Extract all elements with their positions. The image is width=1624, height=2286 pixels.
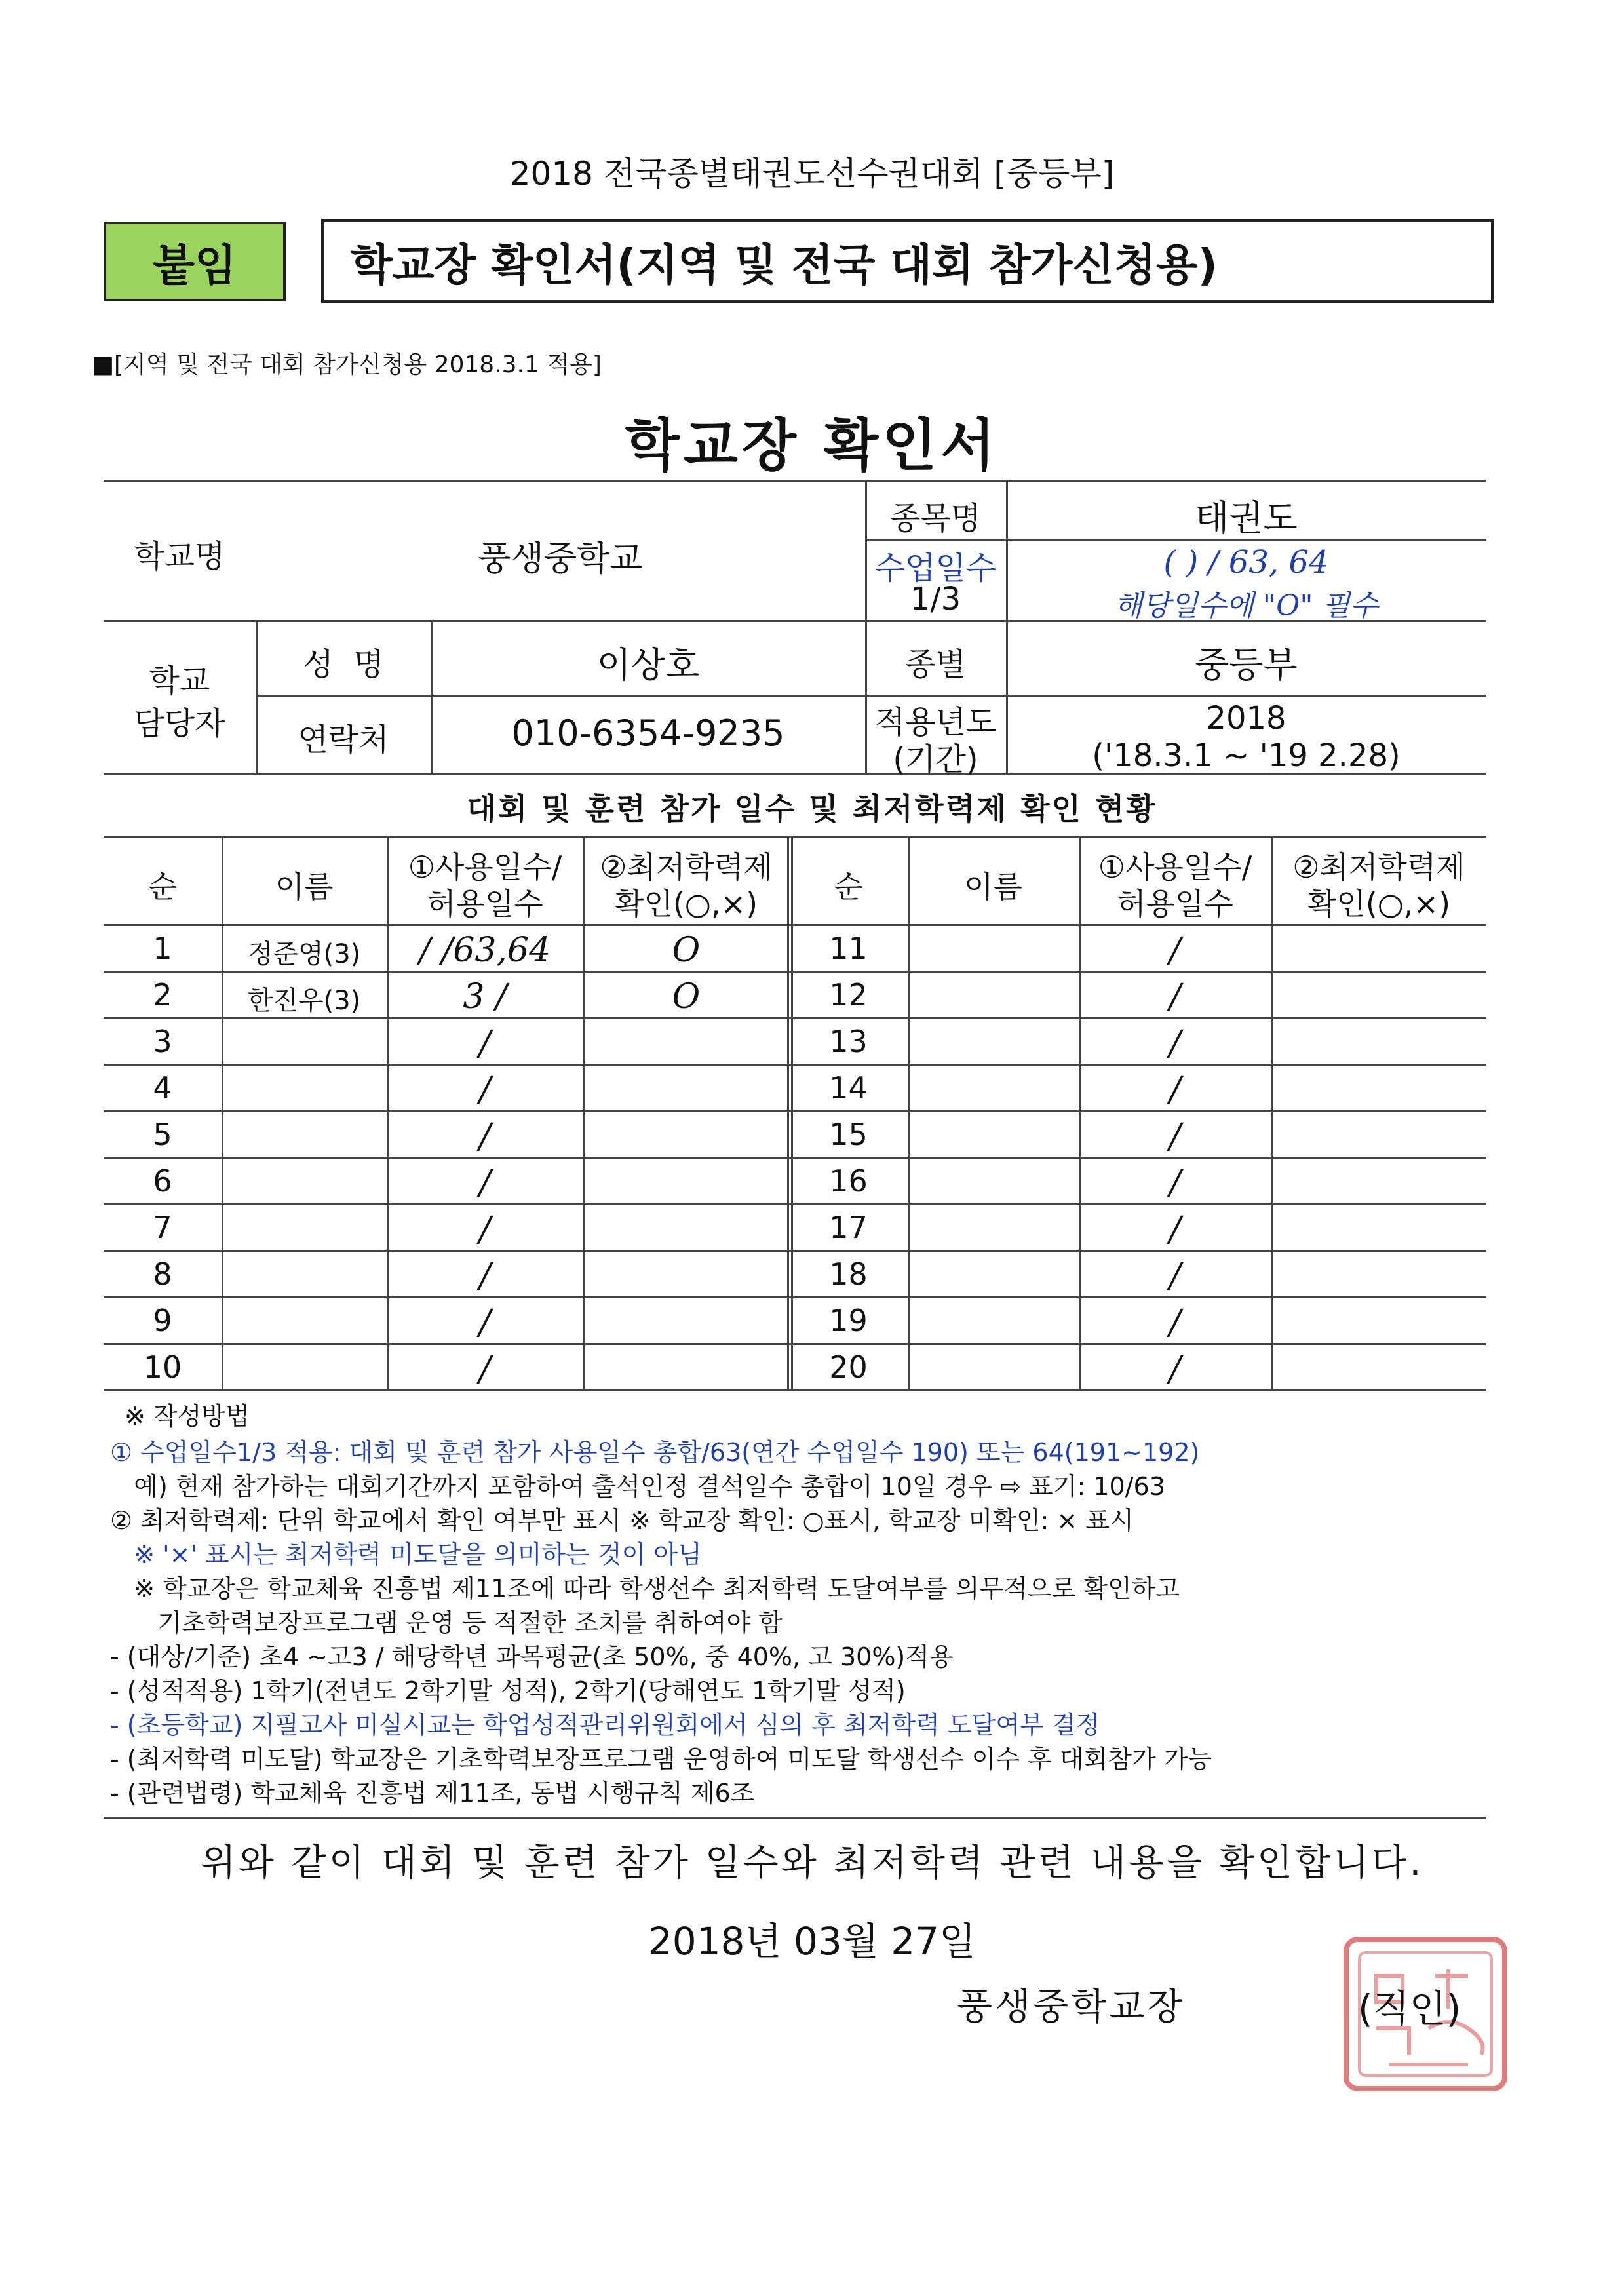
- row-number: 8: [153, 1256, 172, 1292]
- guide-title: ※ 작성방법: [125, 1402, 250, 1431]
- seal-label: (직인): [1358, 1986, 1461, 2031]
- table-row-border: [104, 1389, 1486, 1391]
- row-name: 한진우(3): [247, 986, 361, 1016]
- row-number: 7: [153, 1210, 172, 1245]
- year-label: 적용년도: [874, 704, 997, 741]
- class-days-fraction: 1/3: [910, 581, 961, 617]
- category-value: 중등부: [1195, 644, 1298, 686]
- row-number: 2: [153, 977, 172, 1013]
- row-days: /: [1169, 931, 1181, 970]
- row-number: 13: [829, 1024, 868, 1059]
- row-days: /: [479, 1303, 491, 1342]
- document-title: 학교장 확인서: [625, 413, 999, 478]
- section-title: 대회 및 훈련 참가 일수 및 최저학력제 확인 현황: [467, 791, 1157, 826]
- table-row-border: [104, 1296, 1486, 1298]
- guide-line: ※ 학교장은 학교체육 진흥법 제11조에 따라 학생선수 최저학력 도달여부를 의무적으로 확인하고: [110, 1574, 1180, 1603]
- form-note: ■[지역 및 전국 대회 참가신청용 2018.3.1 적용]: [92, 351, 602, 378]
- row-days: /: [1169, 977, 1181, 1017]
- row-days: /: [1169, 1024, 1181, 1063]
- table-row-border: [104, 1064, 1486, 1066]
- row-number: 1: [153, 931, 172, 966]
- row-number: 17: [829, 1210, 868, 1245]
- header-days-left: ①사용일수/: [408, 849, 562, 885]
- table-row-border: [104, 1343, 1486, 1345]
- name-value: 이상호: [596, 644, 700, 686]
- row-number: 15: [829, 1117, 868, 1152]
- table-row-border: [104, 1203, 1486, 1205]
- divider: [104, 1817, 1486, 1819]
- guide-line: - (최저학력 미도달) 학교장은 기초학력보장프로그램 운영하여 미도달 학생선수 이수 후 대회참가 가능: [110, 1745, 1212, 1773]
- table-row-border: [104, 1157, 1486, 1159]
- row-number: 20: [829, 1349, 868, 1385]
- document-banner: 학교장 확인서(지역 및 전국 대회 참가신청용): [321, 219, 1494, 303]
- row-number: 4: [153, 1070, 172, 1106]
- row-number: 9: [153, 1303, 172, 1338]
- year-period-value: ('18.3.1 ~ '19 2.28): [1092, 737, 1401, 774]
- issue-date: 2018년 03월 27일: [648, 1919, 976, 1964]
- year-period-label: (기간): [893, 741, 978, 778]
- school-label: 학교명: [134, 538, 225, 575]
- event-value: 태권도: [1195, 497, 1298, 539]
- table-row-border: [104, 924, 1486, 926]
- header-days-right: ①사용일수/: [1098, 849, 1252, 885]
- row-check: O: [672, 931, 701, 970]
- table-row-border: [104, 1250, 1486, 1252]
- class-days-label: 수업일수: [874, 550, 997, 587]
- row-number: 14: [829, 1070, 868, 1106]
- class-days-value: ( ) / 63, 64: [1163, 544, 1329, 581]
- row-number: 11: [829, 931, 868, 966]
- row-days: 3 /: [463, 977, 507, 1017]
- guide-line: - (대상/기준) 초4 ~고3 / 해당학년 과목평균(초 50%, 중 40%, 고 30%)적용: [110, 1642, 954, 1671]
- signer-name: 풍생중학교장: [957, 1986, 1186, 2028]
- row-number: 5: [153, 1117, 172, 1152]
- header-grade-sub-right: 확인(○,×): [1307, 886, 1451, 921]
- header-name-left: 이름: [275, 869, 334, 904]
- guide-line: 예) 현재 참가하는 대회기간까지 포함하여 출석인정 결석일수 총합이 10일 경우 ⇨ 표기: 10/63: [110, 1472, 1165, 1501]
- row-days: /: [1169, 1070, 1181, 1110]
- header-days-sub-left: 허용일수: [427, 886, 543, 921]
- guide-line: - (초등학교) 지필고사 미실시교는 학업성적관리위원회에서 심의 후 최저학력 도달여부 결정: [110, 1711, 1100, 1739]
- manager-label-line1: 학교: [149, 663, 210, 699]
- category-label: 종별: [905, 646, 966, 683]
- name-label: 성 명: [303, 646, 384, 683]
- row-number: 6: [153, 1163, 172, 1199]
- row-number: 10: [143, 1349, 182, 1385]
- guide-line: - (관련법령) 학교체육 진흥법 제11조, 동법 시행규칙 제6조: [110, 1779, 755, 1808]
- manager-label-line2: 담당자: [134, 705, 225, 742]
- event-label: 종목명: [889, 500, 982, 537]
- row-days: /: [479, 1024, 491, 1063]
- row-name: 정준영(3): [247, 939, 361, 969]
- closing-statement: 위와 같이 대회 및 훈련 참가 일수와 최저학력 관련 내용을 확인합니다.: [200, 1842, 1424, 1884]
- row-days: /: [479, 1210, 491, 1249]
- header-grade-right: ②최저학력제: [1292, 849, 1465, 885]
- row-number: 19: [829, 1303, 868, 1338]
- row-days: /: [479, 1163, 491, 1203]
- row-check: O: [672, 977, 701, 1017]
- table-col-border: [908, 836, 910, 1389]
- guide-line: - (성적적용) 1학기(전년도 2학기말 성적), 2학기(당해연도 1학기말 성적): [110, 1676, 906, 1705]
- header-days-sub-right: 허용일수: [1117, 886, 1233, 921]
- table-col-border: [222, 836, 223, 1389]
- row-number: 16: [829, 1163, 868, 1199]
- contact-value: 010-6354-9235: [511, 712, 785, 754]
- row-days: /: [479, 1349, 491, 1389]
- guide-line: ※ '×' 표시는 최저학력 미도달을 의미하는 것이 아님: [110, 1540, 702, 1569]
- row-number: 12: [829, 977, 868, 1013]
- school-name: 풍생중학교: [478, 539, 643, 579]
- guide-line: 기초학력보장프로그램 운영 등 적절한 조치를 취하여야 함: [110, 1608, 783, 1637]
- row-days: /: [479, 1256, 491, 1296]
- table-row-border: [104, 971, 1486, 973]
- row-days: /: [479, 1117, 491, 1156]
- row-days: /: [1169, 1163, 1181, 1203]
- attachment-tag: 붙임: [104, 222, 286, 301]
- row-days: /: [1169, 1303, 1181, 1342]
- table-row-border: [104, 1110, 1486, 1112]
- row-number: 18: [829, 1256, 868, 1292]
- contact-label: 연락처: [298, 722, 389, 758]
- header-grade-sub-left: 확인(○,×): [614, 886, 758, 921]
- row-days: / /63,64: [419, 931, 551, 970]
- header-name-right: 이름: [964, 869, 1022, 904]
- header-no-left: 순: [147, 869, 178, 904]
- row-days: /: [1169, 1349, 1181, 1389]
- table-row-border: [104, 1017, 1486, 1019]
- row-days: /: [1169, 1256, 1181, 1296]
- header-grade-left: ②최저학력제: [600, 849, 773, 885]
- row-days: /: [479, 1070, 491, 1110]
- guide-line: ② 최저학력제: 단위 학교에서 확인 여부만 표시 ※ 학교장 확인: ○표시, 학교장 미확인: × 표시: [110, 1506, 1134, 1535]
- row-days: /: [1169, 1117, 1181, 1156]
- class-days-note: 해당일수에 "O" 필수: [1114, 589, 1378, 623]
- header-no-right: 순: [834, 869, 863, 904]
- event-title: 2018 전국종별태권도선수권대회 [중등부]: [509, 155, 1115, 193]
- guide-line: ① 수업일수1/3 적용: 대회 및 훈련 참가 사용일수 총합/63(연간 수업일수 190) 또는 64(191~192): [110, 1438, 1200, 1467]
- row-number: 3: [153, 1024, 172, 1059]
- row-days: /: [1169, 1210, 1181, 1249]
- year-value: 2018: [1206, 700, 1286, 737]
- table-top-border: [104, 836, 1486, 838]
